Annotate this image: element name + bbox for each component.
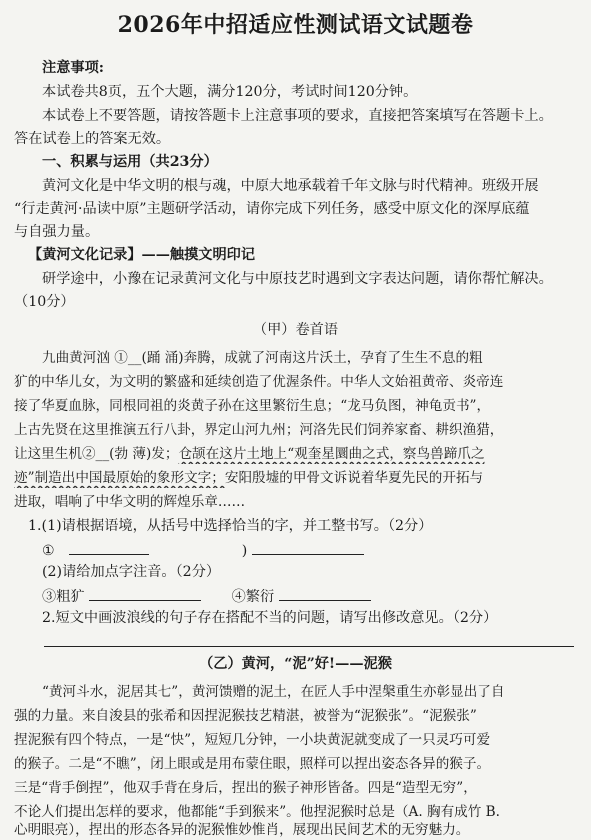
passage-b-line: 心明眼亮），捏出的形态各异的泥猴惟妙惟肖，展现出民间艺术的无穷魅力。 bbox=[14, 822, 470, 838]
question-1: 1.(1)请根据语境，从括号中选择恰当的字，并工整书写。（2分） bbox=[28, 518, 433, 534]
notice-line: 本试卷上不要答题，请按答题卡上注意事项的要求，直接把答案填写在答题卡上。 bbox=[42, 108, 553, 124]
wavy-sentence: 仓颉在这片土地上“观奎星圜曲之式，察鸟兽蹄爪之 bbox=[178, 446, 485, 462]
passage-a-heading: （甲）卷首语 bbox=[252, 322, 339, 338]
wavy-sentence: 迹”制造出中国最原始的象形文字； bbox=[14, 470, 225, 486]
passage-b-heading: （乙）黄河，“泥”好!——泥猴 bbox=[199, 656, 392, 672]
passage-a-line: 上古先贤在这里推演五行八卦，界定山河九州；河洛先民们饲养家畜、耕织渔猎， bbox=[14, 422, 504, 438]
answer-blank bbox=[252, 540, 364, 555]
passage-b-line: 的猴子。二是“不瞧”，闭上眼或是用布蒙住眼，照样可以捏出姿态各异的猴子。 bbox=[14, 756, 491, 772]
notice-line: 本试卷共8页，五个大题，满分120分，考试时间120分钟。 bbox=[42, 84, 418, 100]
answer-blank bbox=[279, 586, 371, 601]
answer-row-2 bbox=[42, 586, 591, 607]
answer-blank bbox=[89, 586, 201, 601]
answer-label: ① bbox=[42, 543, 55, 559]
passage-a-line: 进取，唱响了中华文明的辉煌乐章…… bbox=[14, 494, 246, 510]
question-2: 2.短文中画波浪线的句子存在搭配不当的问题，请写出修改意见。（2分） bbox=[42, 610, 498, 626]
passage-a-line: 九曲黄河汹 ①__(踊 涌)奔腾，成就了河南这片沃土，孕育了生生不息的粗 bbox=[42, 350, 483, 366]
section-intro-line: 与自强力量。 bbox=[14, 224, 100, 240]
passage-a-line: 接了华夏血脉，同根同祖的炎黄子孙在这里繁衍生息；“龙马负图，神龟贡书”， bbox=[14, 398, 491, 414]
passage-b-line: 捏泥猴有四个特点，一是“快”，短短几分钟，一小块黄泥就变成了一只灵巧可爱 bbox=[14, 732, 491, 748]
answer-blank bbox=[69, 540, 149, 555]
passage-a-line bbox=[14, 468, 578, 488]
passage-b-line: 三是“背手倒捏”，他双手背在身后，捏出的猴子神形皆备。四是“造型无穷”， bbox=[14, 780, 477, 796]
task-desc-line: （10分） bbox=[14, 294, 75, 310]
passage-a-line: 犷的中华儿女，为文明的繁盛和延续创造了优渥条件。中华人文始祖黄帝、炎帝连 bbox=[14, 374, 504, 390]
section-intro-line: “行走黄河·品读中原”主题研学活动，请你完成下列任务，感受中原文化的深厚底蕴 bbox=[14, 201, 530, 217]
passage-b-line: 强的力量。来自浚县的张希和因捏泥猴技艺精湛，被誉为“泥猴张”。“泥猴张” bbox=[14, 708, 477, 724]
answer-row-1 bbox=[42, 540, 591, 561]
passage-a-line bbox=[14, 444, 578, 464]
task-heading: 【黄河文化记录】——触摸文明印记 bbox=[28, 247, 256, 263]
answer-label: ) bbox=[241, 543, 248, 559]
task-desc-line: 研学途中，小豫在记录黄河文化与中原技艺时遇到文字表达问题，请你帮忙解决。 bbox=[42, 271, 553, 287]
passage-a-text: 让这里生机②__(勃 薄)发； bbox=[14, 446, 179, 462]
page-title: 2026年中招适应性测试语文试题卷 bbox=[117, 12, 474, 38]
answer-label: ④繁衍 bbox=[231, 589, 275, 605]
answer-label: ③粗犷 bbox=[42, 589, 85, 605]
section-heading: 一、积累与运用（共23分） bbox=[42, 154, 218, 170]
notice-line: 答在试卷上的答案无效。 bbox=[14, 131, 171, 147]
answer-line bbox=[44, 646, 574, 647]
section-intro-line: 黄河文化是中华文明的根与魂，中原大地承载着千年文脉与时代精神。班级开展 bbox=[42, 178, 539, 194]
notice-heading: 注意事项: bbox=[42, 60, 104, 76]
passage-a-text: 安阳殷墟的甲骨文诉说着华夏先民的开拓与 bbox=[224, 470, 484, 486]
question-1-2: (2)请给加点字注音。（2分） bbox=[42, 564, 221, 580]
passage-b-line: “黄河斗水，泥居其七”，黄河馈赠的泥土，在匠人手中涅槃重生亦彰显出了自 bbox=[42, 684, 505, 700]
passage-b-line: 不论人们提出怎样的要求，他都能“手到猴来”。他捏泥猴时总是（A. 胸有成竹 B. bbox=[14, 804, 500, 820]
